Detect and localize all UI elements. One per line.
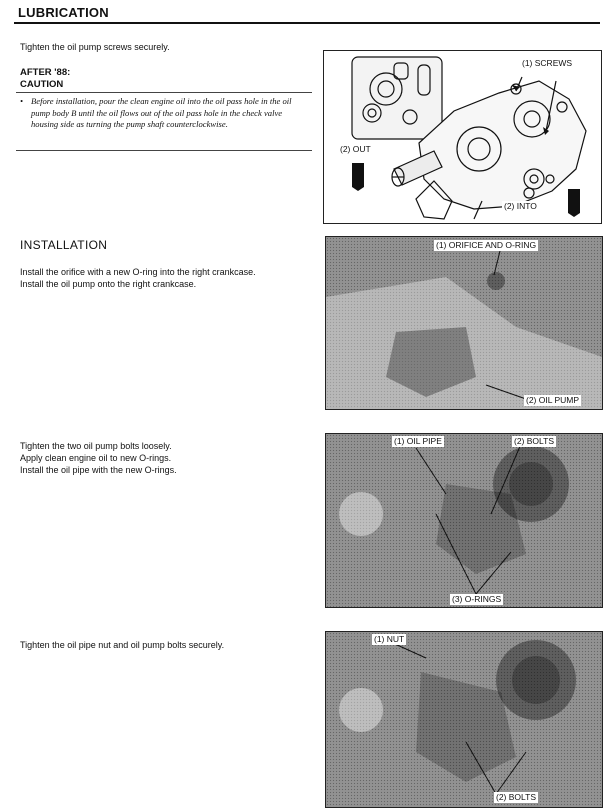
- callout-screws: (1) SCREWS: [522, 58, 573, 68]
- callout-nut: (1) NUT: [374, 634, 405, 644]
- header-rule: [14, 22, 600, 24]
- oil-pump-illustration: [324, 51, 601, 223]
- installation-step2-line3: Install the oil pipe with the new O-rings.: [20, 465, 177, 475]
- callout-out: (2) OUT: [340, 144, 371, 154]
- caution-heading: CAUTION: [20, 79, 64, 90]
- caution-text-block: [20, 96, 310, 131]
- photo-oil-pipe-and-bolts: [325, 433, 603, 608]
- photo-orifice-and-oil-pump: [325, 236, 603, 410]
- installation-step2-line1: Tighten the two oil pump bolts loosely.: [20, 441, 172, 451]
- installation-step2-line2: Apply clean engine oil to new O-rings.: [20, 453, 172, 463]
- photo-shapes: [326, 434, 602, 607]
- caution-heading-after-88: AFTER '88:: [20, 67, 71, 78]
- callout-orifice-o-ring: (1) ORIFICE AND O-RING: [436, 240, 537, 250]
- installation-step3-line1: Tighten the oil pipe nut and oil pump bolts securely.: [20, 640, 225, 650]
- installation-step1-line2: Install the oil pump onto the right crankcase.: [20, 279, 197, 289]
- photo-nut-and-bolts: [325, 631, 603, 808]
- installation-step1-line1: Install the orifice with a new O-ring into the right crankcase.: [20, 267, 256, 277]
- callout-oil-pump: (2) OIL PUMP: [526, 395, 580, 405]
- callout-oil-pipe: (1) OIL PIPE: [394, 436, 442, 446]
- callout-bolts: (2) BOLTS: [514, 436, 554, 446]
- figure-oil-pump-drawing: [323, 50, 602, 224]
- intro-text: Tighten the oil pump screws securely.: [20, 42, 170, 52]
- callout-bolts-2: (2) BOLTS: [496, 792, 536, 802]
- page-header-title: LUBRICATION: [18, 5, 109, 20]
- callout-into: (2) INTO: [504, 201, 537, 211]
- callout-o-rings: (3) O-RINGS: [452, 594, 502, 604]
- photo-shapes: [326, 632, 602, 807]
- caution-text: Before installation, pour the clean engine oil into the oil pass hole in the oil pump body B until the oil flows out of the oil pass hole in the check valve housing side as turning the pump shaft counterclockwise.: [31, 96, 292, 129]
- section-title-installation: INSTALLATION: [20, 238, 108, 252]
- photo-shapes: [326, 237, 602, 409]
- caution-bullet: •: [20, 96, 24, 106]
